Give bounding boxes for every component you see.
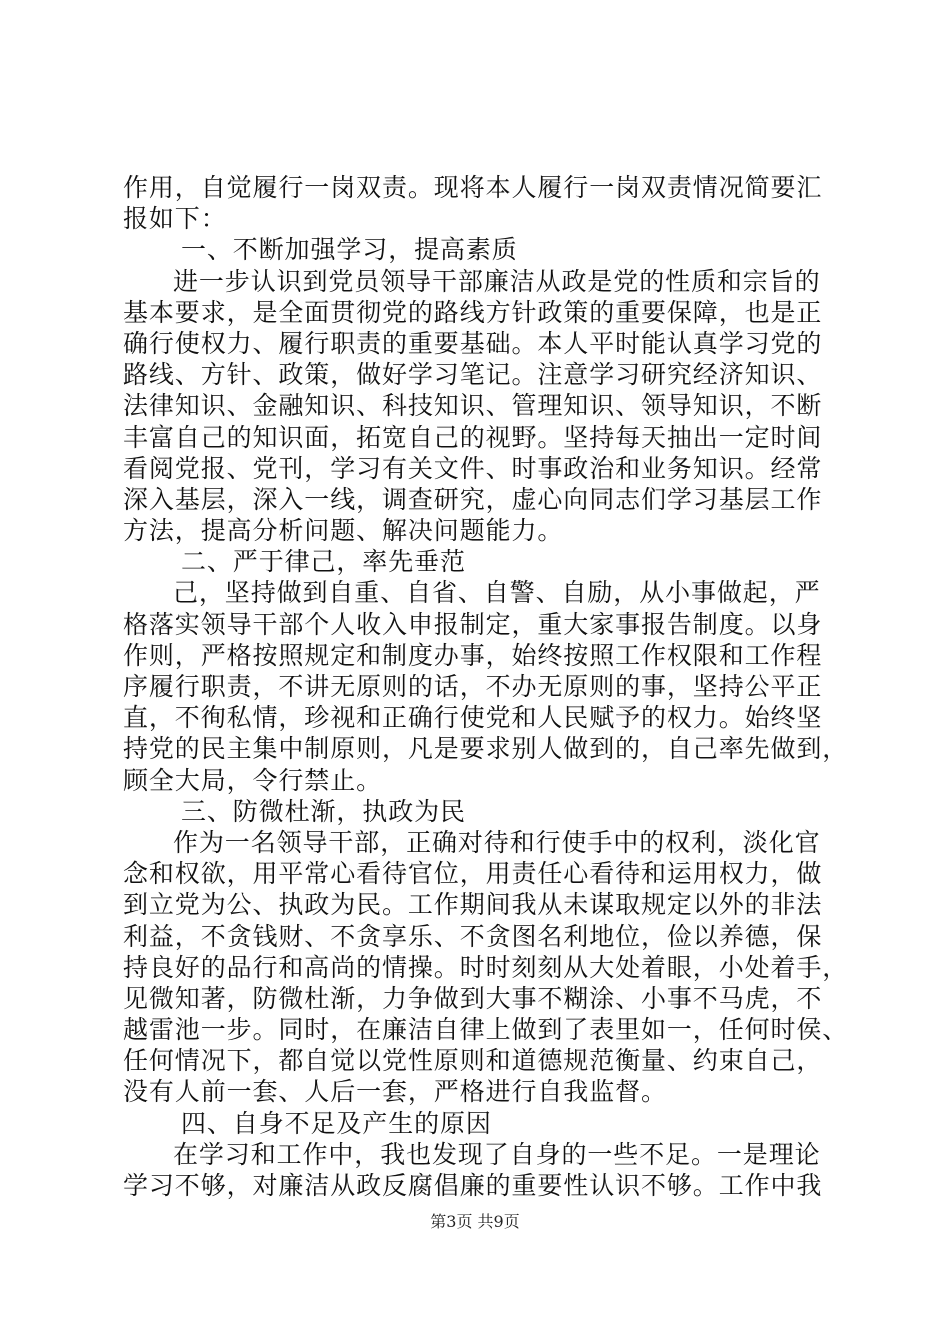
text-line: 持党的民主集中制原则，凡是要求别人做到的，自己率先做到， — [123, 734, 849, 764]
text-line: 任何情况下，都自觉以党性原则和道德规范衡量、约束自己， — [123, 1046, 823, 1076]
text-line: 越雷池一步。同时，在廉洁自律上做到了表里如一，任何时侯、 — [123, 1015, 849, 1045]
text-line: 确行使权力、履行职责的重要基础。本人平时能认真学习党的 — [123, 328, 823, 358]
text-line: 看阅党报、党刊，学习有关文件、时事政治和业务知识。经常 — [123, 453, 823, 483]
document-body — [123, 172, 849, 1201]
text-line: 序履行职责，不讲无原则的话，不办无原则的事，坚持公平正 — [123, 672, 823, 701]
text-line: 在学习和工作中，我也发现了自身的一些不足。一是理论 — [173, 1139, 821, 1169]
text-line: 方法，提高分析问题、解决问题能力。 — [123, 516, 564, 546]
text-line: 丰富自己的知识面，拓宽自己的视野。坚持每天抽出一定时间 — [123, 422, 823, 452]
text-line: 己，坚持做到自重、自省、自警、自励，从小事做起，严 — [173, 578, 821, 608]
text-line: 到立党为公、执政为民。工作期间我从未谋取规定以外的非法 — [123, 890, 823, 920]
text-line: 作则，严格按照规定和制度办事，始终按照工作权限和工作程 — [123, 640, 823, 670]
text-line: 念和权欲，用平常心看待官位，用责任心看待和运用权力，做 — [123, 859, 823, 889]
text-line: 利益，不贪钱财、不贪享乐、不贪图名利地位，俭以养德，保 — [123, 921, 823, 951]
text-line: 基本要求，是全面贯彻党的路线方针政策的重要保障，也是正 — [123, 297, 823, 327]
text-line: 报如下： — [123, 204, 227, 234]
page-footer: 第3页 共9页 — [430, 1212, 520, 1231]
text-line: 没有人前一套、人后一套，严格进行自我监督。 — [123, 1077, 667, 1107]
section-heading: 三、防微杜渐，执政为民 — [181, 796, 466, 826]
text-line: 作为一名领导干部，正确对待和行使手中的权利，淡化官 — [173, 827, 821, 857]
section-heading: 一、不断加强学习，提高素质 — [181, 235, 518, 265]
text-line: 作用，自觉履行一岗双责。现将本人履行一岗双责情况简要汇 — [123, 173, 823, 202]
text-line: 格落实领导干部个人收入申报制定，重大家事报告制度。以身 — [123, 609, 823, 639]
text-line: 深入基层，深入一线，调查研究，虚心向同志们学习基层工作 — [123, 484, 823, 514]
text-line: 见微知著，防微杜渐，力争做到大事不糊涂、小事不马虎，不 — [123, 983, 823, 1013]
section-heading: 四、自身不足及产生的原因 — [181, 1108, 492, 1138]
text-line: 持良好的品行和高尚的情操。时时刻刻从大处着眼，小处着手， — [123, 952, 849, 982]
section-heading: 二、严于律己，率先垂范 — [181, 547, 466, 577]
text-line: 顾全大局，令行禁止。 — [123, 765, 383, 795]
text-line: 直，不徇私情，珍视和正确行使党和人民赋予的权力。始终坚 — [123, 703, 823, 733]
text-line: 进一步认识到党员领导干部廉洁从政是党的性质和宗旨的 — [173, 266, 821, 296]
text-line: 学习不够，对廉洁从政反腐倡廉的重要性认识不够。工作中我 — [123, 1171, 823, 1200]
text-line: 路线、方针、政策，做好学习笔记。注意学习研究经济知识、 — [123, 360, 823, 390]
text-line: 法律知识、金融知识、科技知识、管理知识、领导知识，不断 — [123, 391, 823, 421]
